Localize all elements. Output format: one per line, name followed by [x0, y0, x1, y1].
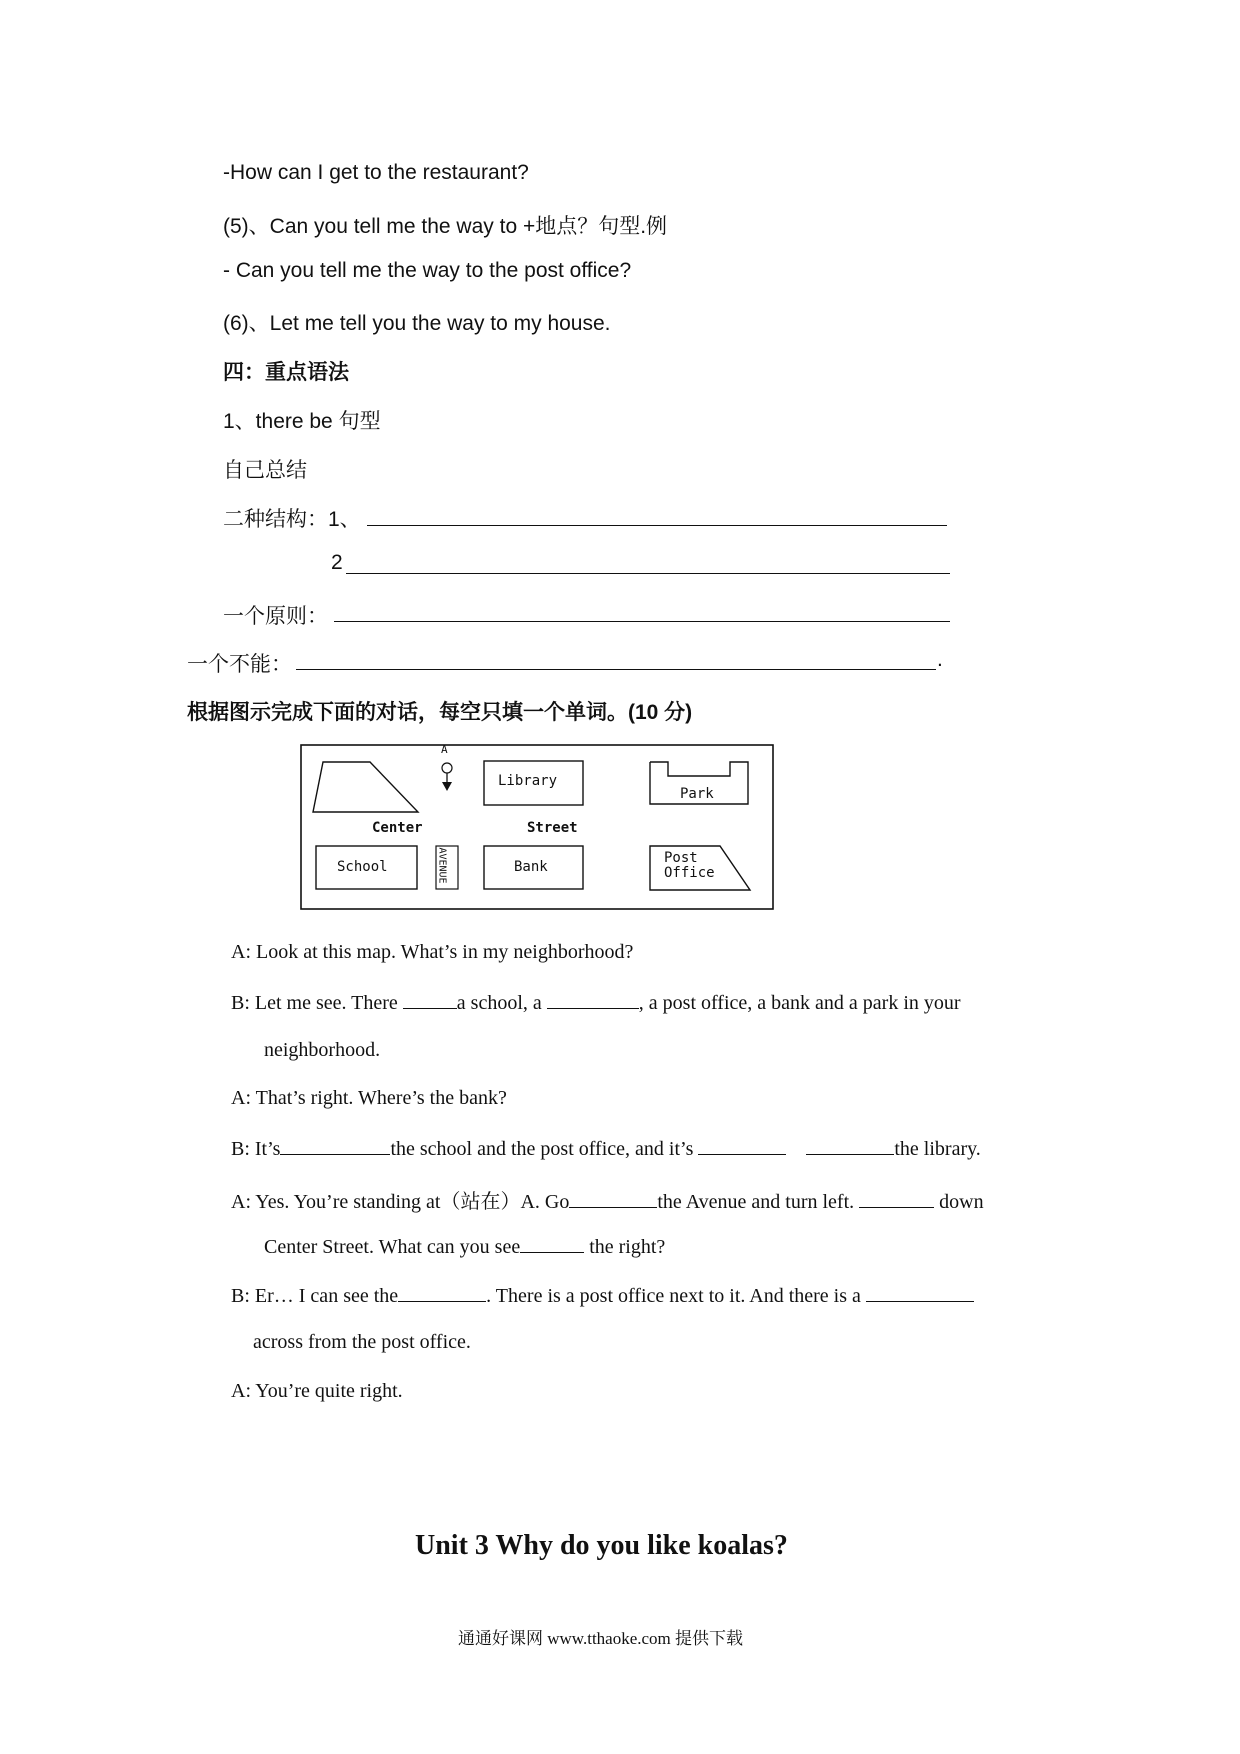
dialogue-line-6-part-b: the Avenue and turn left. [657, 1191, 860, 1213]
unit-title: Unit 3 Why do you like koalas? [415, 1530, 788, 1561]
dialogue-line-6-part-c: down [934, 1191, 984, 1213]
blank-10[interactable] [866, 1283, 974, 1302]
dialogue-line-5-part-b: the school and the post office, and it’s [390, 1138, 699, 1160]
text-line-post-office-question: - Can you tell me the way to the post office? [223, 259, 632, 282]
blank-5[interactable] [806, 1136, 894, 1155]
arrow-down-icon [442, 782, 452, 791]
blank-8[interactable] [520, 1234, 584, 1253]
dialogue-line-2-part-c: , a post office, a bank and a park in your [638, 992, 961, 1014]
dialogue-line-8 [231, 1283, 974, 1308]
cannot-label: 一个不能： [187, 653, 292, 676]
map-bank-label: Bank [514, 859, 548, 875]
dialogue-line-5 [231, 1136, 981, 1161]
dialogue-line-5-part-a: B: It’s [231, 1138, 281, 1160]
dialogue-line-8-part-b: . There is a post office next to it. And there is a [486, 1285, 866, 1307]
dialogue-line-8-part-a: B: Er… I can see the [231, 1285, 399, 1307]
exercise-instruction: 根据图示完成下面的对话，每空只填一个单词。(10 分) [187, 701, 693, 724]
blank-1[interactable] [403, 990, 457, 1009]
dialogue-line-7-part-a: Center Street. What can you see [264, 1236, 521, 1258]
grammar-summary-label: 自己总结 [223, 459, 307, 482]
cannot-blank[interactable] [296, 669, 936, 670]
blank-3[interactable] [280, 1136, 390, 1155]
blank-2[interactable] [547, 990, 639, 1009]
text-line-pattern-5: (5)、Can you tell me the way to +地点？句型.例 [223, 215, 668, 238]
dialogue-line-4: A: That’s right. Where’s the bank? [231, 1087, 507, 1109]
dialogue-line-6-part-a: A: Yes. You’re standing at（站在）A. Go [231, 1191, 570, 1213]
structure-1-blank[interactable] [367, 525, 947, 526]
dialogue-line-1: A: Look at this map. What’s in my neighborhood? [231, 941, 634, 963]
structure-2-blank[interactable] [346, 573, 950, 574]
dialogue-line-2 [231, 990, 961, 1015]
blank-6[interactable] [569, 1189, 657, 1208]
map-office-label: Office [664, 865, 715, 881]
map-library-label: Library [498, 773, 558, 789]
text-line-restaurant: -How can I get to the restaurant? [223, 161, 529, 184]
dialogue-line-9: across from the post office. [253, 1331, 471, 1353]
text-line-pattern-6: (6)、Let me tell you the way to my house. [223, 312, 611, 335]
blank-9[interactable] [398, 1283, 486, 1302]
map-street-label: Street [527, 820, 578, 836]
map-post-label: Post [664, 850, 698, 866]
structure-2-label: 2 [331, 551, 343, 574]
footer-text: 通通好课网 www.tthaoke.com 提供下载 [458, 1629, 744, 1648]
map-school-label: School [337, 859, 388, 875]
blank-7[interactable] [859, 1189, 934, 1208]
map-avenue-label: AVENUE [436, 847, 448, 884]
grammar-item-there-be: 1、there be 句型 [223, 410, 381, 433]
point-a-marker [442, 763, 452, 773]
dialogue-line-2-part-a: B: Let me see. There [231, 992, 403, 1014]
dialogue-line-7 [264, 1234, 665, 1259]
map-center-label: Center [372, 820, 423, 836]
dialogue-line-6 [231, 1185, 984, 1214]
dialogue-line-2-part-b: a school, a [456, 992, 547, 1014]
grammar-heading: 四：重点语法 [223, 361, 349, 384]
dialogue-line-5-part-c: the library. [894, 1138, 981, 1160]
structures-label: 二种结构：1、 [223, 508, 361, 531]
principle-blank[interactable] [334, 621, 950, 622]
principle-label: 一个原则： [223, 605, 328, 628]
trapezoid-building [313, 762, 418, 812]
map-point-a-label: A [441, 743, 448, 756]
map-park-label: Park [680, 786, 714, 802]
dialogue-line-10: A: You’re quite right. [231, 1380, 403, 1402]
neighborhood-map [300, 744, 774, 910]
dialogue-line-7-part-b: the right? [584, 1236, 666, 1258]
cannot-period: . [937, 648, 943, 671]
blank-4[interactable] [698, 1136, 786, 1155]
dialogue-line-3: neighborhood. [264, 1039, 381, 1061]
